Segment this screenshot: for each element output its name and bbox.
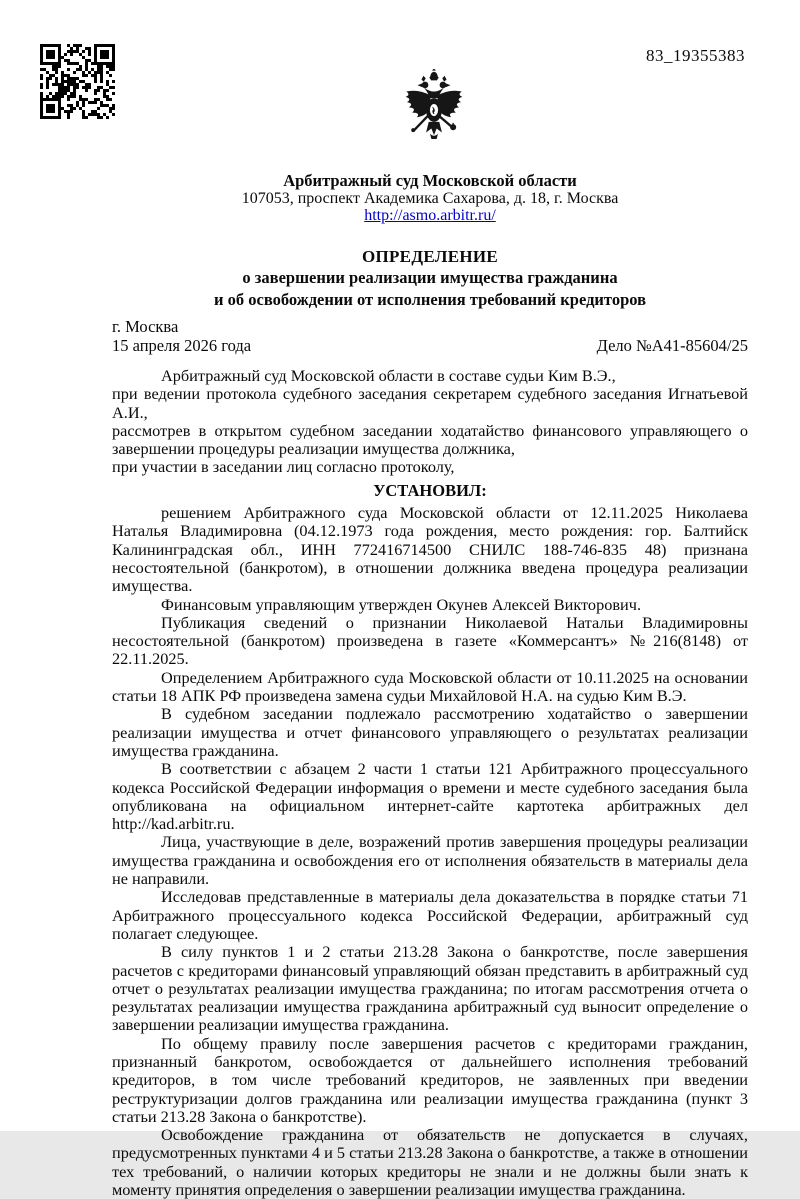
case-number: Дело №А41-85604/25 xyxy=(596,336,748,355)
qr-code-icon xyxy=(40,44,115,119)
document-content xyxy=(112,172,748,1199)
document-number: 83_19355383 xyxy=(646,46,745,65)
resolution-heading: УСТАНОВИЛ: xyxy=(373,480,487,500)
intro-block xyxy=(112,367,748,477)
body-paragraph: Исследовав представленные в материалы дела доказательства в порядке статьи 71 Арбитражного процессуального кодекса Российской Федерации, арбитражный суд полагает следующее. xyxy=(112,887,748,943)
body-paragraph: По общему правилу после завершения расчетов с кредиторами гражданин, признанный банкротом, освобождается от дальнейшего исполнения требований кредиторов, в том числе требований кредиторов, не заявленных при введении реструктуризации долгов гражданина или реализации имущества гражданина (пункт 3 статьи 213.28 Закона о банкротстве). xyxy=(112,1033,748,1126)
court-website-link[interactable]: http://asmo.arbitr.ru/ xyxy=(364,207,496,224)
title-subject-1: о завершении реализации имущества гражданина xyxy=(242,268,618,287)
body-paragraph: В судебном заседании подлежало рассмотрению ходатайство о завершении реализации имущества и отчет финансового управляющего о результатах реализации имущества гражданина. xyxy=(112,704,748,760)
court-name: Арбитражный суд Московской области xyxy=(283,171,577,190)
body-paragraph: Лица, участвующие в деле, возражений против завершения процедуры реализации имущества гражданина и освобождения его от исполнения обязательств в материалы дела не направили. xyxy=(112,832,748,889)
body-paragraph: В силу пунктов 1 и 2 статьи 213.28 Закона о банкротстве, после завершения расчетов с кредиторами финансовый управляющий обязан представить в арбитражный суд отчет о результатах реализации имущества гражданина; по итогам рассмотрения отчета о результатах реализации имущества гражданина арбитражный суд выносит определение о завершении реализации имущества гражданина. xyxy=(112,942,748,1035)
title-kind: ОПРЕДЕЛЕНИЕ xyxy=(361,246,499,266)
court-header xyxy=(112,172,748,225)
court-url xyxy=(112,207,748,225)
title-subject-2: и об освобождении от исполнения требований кредиторов xyxy=(213,289,646,309)
intro-paragraph: при ведении протокола судебного заседания секретарем судебного заседания Игнатьевой А.И., xyxy=(112,384,748,422)
court-address: 107053, проспект Академика Сахарова, д. 18, г. Москва xyxy=(241,189,619,207)
document-title xyxy=(112,246,748,311)
body-paragraph: решением Арбитражного суда Московской области от 12.11.2025 Николаева Наталья Владимировна (04.12.1973 года рождения, место рождения: гор. Балтийск Калининградская обл., ИНН 772416714500 СНИЛС 188-746-835 48) признана несостоятельной (банкротом), в отношении должника введена процедура реализации имущества. xyxy=(112,503,748,596)
intro-paragraph: при участии в заседании лиц согласно протоколу, xyxy=(112,457,455,477)
city: г. Москва xyxy=(112,317,179,336)
intro-paragraph: рассмотрев в открытом судебном заседании ходатайство финансового управляющего о завершении процедуры реализации имущества должника, xyxy=(112,420,748,459)
opinion-block xyxy=(112,504,748,1199)
russian-coat-of-arms-icon xyxy=(401,67,467,157)
body-paragraph: В соответствии с абзацем 2 части 1 статьи 121 Арбитражного процессуального кодекса Российской Федерации информация о времени и месте судебного заседания была опубликована на официальном интернет-сайте картотека арбитражных дел http://kad.arbitr.ru. xyxy=(112,759,748,834)
intro-paragraph: Арбитражный суд Московской области в составе судьи Ким В.Э., xyxy=(161,366,616,385)
body-paragraph: Определением Арбитражного суда Московской области от 10.11.2025 на основании статьи 18 АПК РФ произведена замена судьи Михайловой Н.А. на судью Ким В.Э. xyxy=(112,667,748,706)
place-date-block xyxy=(112,317,748,355)
body-paragraph: Публикация сведений о признании Николаевой Натальи Владимировны несостоятельной (банкротом) произведена в газете «Коммерсантъ» №216(8148) от 22.11.2025. xyxy=(112,612,748,669)
decision-date: 15 апреля 2026 года xyxy=(112,336,252,355)
body-paragraph: Освобождение гражданина от обязательств не допускается в случаях, предусмотренных пунктами 4 и 5 статьи 213.28 Закона о банкротстве, а также в отношении тех требований, о наличии которых кредиторы не знали и не должны были знать к моменту принятия определения о завершении реализации имущества гражданина. xyxy=(112,1125,748,1199)
body-paragraph: Финансовым управляющим утвержден Окунев Алексей Викторович. xyxy=(161,594,642,614)
